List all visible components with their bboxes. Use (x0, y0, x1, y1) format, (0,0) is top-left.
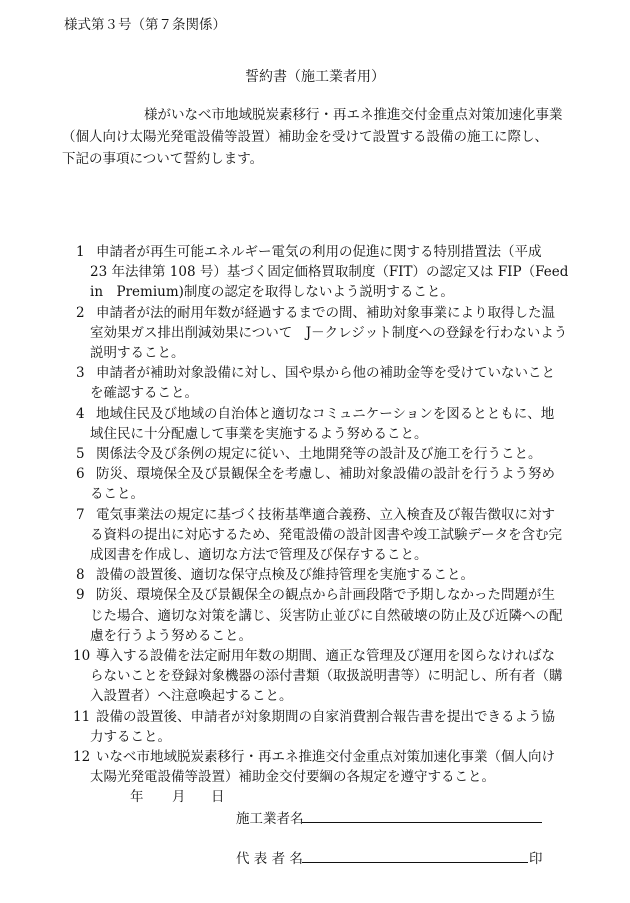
pledge-item (76, 585, 566, 646)
pledge-item-line: 設備の設置後、申請者が対象期間の自家消費割合報告書を提出できるよう協 (96, 708, 555, 725)
intro-line: 様がいなべ市地域脱炭素移行・再エネ推進交付金重点対策加速化事業 (144, 107, 563, 123)
pledge-item-line: 申請者が補助対象設備に対し、国や県から他の補助金等を受けていないこと (96, 365, 555, 382)
pledge-item-line: 域住民に十分配慮して事業を実施するよう努めること。 (90, 425, 428, 442)
pledge-item-line: 入設置者）へ注意喚起すること。 (90, 688, 293, 705)
intro-line: （個人向け太陽光発電設備等設置）補助金を受けて設置する設備の施工に際し、 (62, 129, 548, 145)
intro-paragraph (62, 104, 562, 170)
pledge-item-number: 11 (73, 708, 91, 725)
pledge-item (76, 505, 566, 566)
pledge-list (73, 242, 569, 787)
pledge-item-line: 太陽光発電設備等設置）補助金交付要綱の各規定を遵守すること。 (90, 769, 495, 786)
pledge-item-line: 防災、環境保全及び景観保全を考慮し、補助対象設備の設計を行うよう努め (96, 466, 555, 483)
pledge-item-line: 説明すること。 (90, 345, 185, 362)
pledge-item-line: 23 年法律第 108 号）基づく固定価格買取制度（FIT）の認定又は FIP（Feed (90, 264, 569, 281)
pledge-item-line: 申請者が再生可能エネルギー電気の利用の促進に関する特別措置法（平成 (96, 244, 542, 260)
pledge-item-number: 5 (76, 446, 85, 463)
pledge-item-line: を確認すること。 (90, 385, 198, 402)
pledge-item-line: る資料の提出に対応するため、発電設備の設計図書や竣工試験データを含む完 (90, 526, 562, 543)
pledge-item (76, 565, 566, 585)
pledge-item (76, 303, 566, 364)
pledge-item (76, 363, 566, 403)
pledge-item-number: 3 (76, 365, 85, 382)
contractor-name-label: 施工業者名 (236, 811, 304, 827)
pledge-item-number: 10 (73, 648, 91, 665)
pledge-item-line: 慮を行うよう努めること。 (90, 627, 252, 644)
pledge-item-line: らないことを登録対象機器の添付書類（取扱説明書等）に明記し、所有者（購 (90, 668, 563, 685)
pledge-item-line: 成図書を作成し、適切な方法で管理及び保存すること。 (90, 547, 428, 564)
pledge-item-number: 1 (76, 244, 85, 260)
pledge-item-line: 申請者が法的耐用年数が経過するまでの間、補助対象事業により取得した温 (96, 304, 555, 321)
pledge-item-line: 設備の設置後、適切な保守点検及び維持管理を実施すること。 (96, 567, 474, 584)
pledge-item-number: 7 (76, 506, 85, 523)
pledge-item-line: ること。 (90, 486, 144, 503)
contractor-name-line[interactable] (302, 822, 542, 823)
pledge-item (73, 646, 566, 707)
pledge-item-number: 9 (76, 587, 85, 604)
date-day-label: 日 (211, 789, 225, 805)
pledge-item (76, 242, 569, 303)
pledge-item-number: 6 (76, 466, 85, 483)
date-year-label: 年 (130, 789, 144, 805)
pledge-item-number: 4 (76, 405, 85, 422)
pledge-item (73, 747, 566, 787)
pledge-item-number: 2 (76, 304, 85, 321)
representative-name-line[interactable] (302, 862, 528, 863)
pledge-item-line: 電気事業法の規定に基づく技術基準適合義務、立入検査及び報告徴収に対す (96, 506, 555, 523)
pledge-item-line: 地域住民及び地域の自治体と適切なコミュニケーションを図るとともに、地 (96, 405, 555, 422)
pledge-item-line: 関係法令及び条例の規定に従い、土地開発等の設計及び施工を行うこと。 (96, 446, 542, 463)
pledge-item (76, 444, 566, 464)
pledge-item-line: じた場合、適切な対策を講じ、災害防止並びに自然破壊の防止及び近隣への配 (90, 607, 563, 624)
pledge-item (76, 464, 566, 504)
seal-mark: 印 (529, 851, 543, 867)
pledge-item-line: 力すること。 (90, 728, 171, 745)
pledge-item-number: 8 (76, 567, 85, 584)
pledge-item-line: 導入する設備を法定耐用年数の期間、適正な管理及び運用を図らなければな (96, 648, 555, 665)
pledge-item-line: 室効果ガス排出削減効果について J－クレジット制度への登録を行わないよう (90, 324, 568, 341)
pledge-item (76, 404, 566, 444)
intro-line: 下記の事項について誓約します。 (62, 151, 264, 167)
pledge-item-line: 防災、環境保全及び景観保全の観点から計画段階で予期しなかった問題が生 (96, 587, 555, 604)
pledge-item-line: いなべ市地域脱炭素移行・再エネ推進交付金重点対策加速化事業（個人向け (96, 749, 555, 766)
form-number: 様式第３号（第７条関係） (64, 17, 226, 33)
date-month-label: 月 (172, 789, 186, 805)
pledge-item (73, 707, 566, 747)
pledge-item-line: in Premium)制度の認定を取得しないよう説明すること。 (90, 284, 454, 301)
document-title: 誓約書（施工業者用） (245, 69, 385, 85)
pledge-item-number: 12 (73, 749, 91, 766)
representative-name-label: 代 表 者 名 (236, 851, 303, 867)
